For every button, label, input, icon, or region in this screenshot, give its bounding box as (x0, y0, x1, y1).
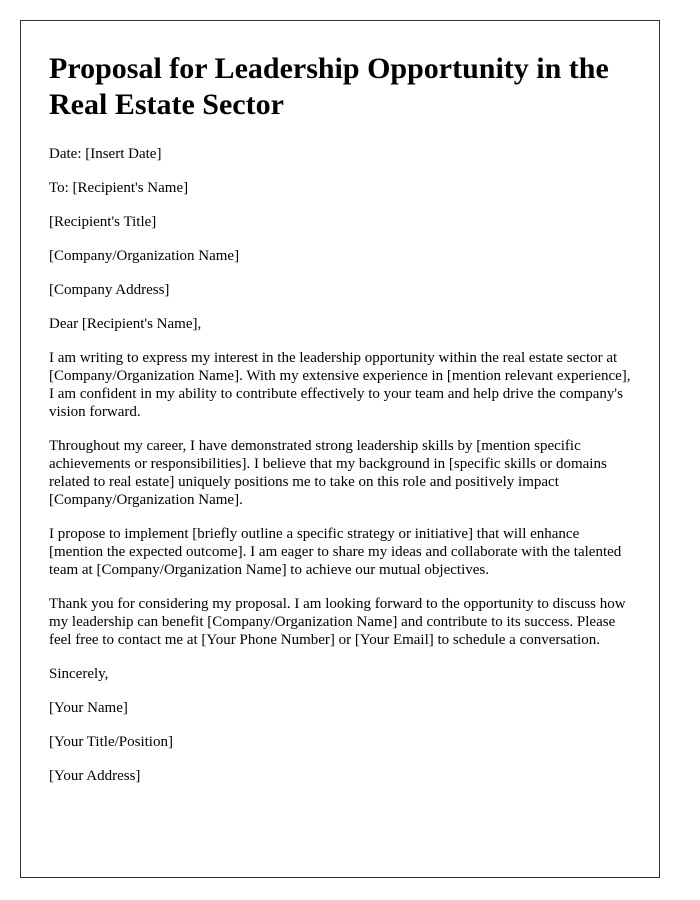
recipient-name-line: To: [Recipient's Name] (49, 180, 189, 196)
letter-page (20, 20, 660, 878)
body-paragraph-proposal: I propose to implement [briefly outline a specific strategy or initiative] that will enhance [mention the expected outcome]. I am eager to share my ideas and collaborate with the talented team at [Company/Organization Name] to achieve our mutual objectives. (49, 526, 622, 578)
body-paragraph-intro: I am writing to express my interest in the leadership opportunity within the real estate sector at [Company/Organization Name]. With my extensive experience in [mention relevant experience], I am confident in my ability to contribute effectively to your team and help drive the company's vision forward. (49, 350, 631, 420)
signoff-line: Sincerely, (49, 666, 109, 682)
date-line: Date: [Insert Date] (49, 146, 162, 162)
company-address-line: [Company Address] (49, 282, 170, 298)
recipient-title-line: [Recipient's Title] (49, 214, 157, 230)
company-name-line: [Company/Organization Name] (49, 248, 240, 264)
sender-name-line: [Your Name] (49, 700, 128, 716)
sender-title-line: [Your Title/Position] (49, 734, 173, 750)
body-paragraph-closing: Thank you for considering my proposal. I am looking forward to the opportunity to discuss how my leadership can benefit [Company/Organization Name] and contribute to its success. Please feel free to contact me at [Your Phone Number] or [Your Email] to schedule a conversation. (49, 596, 626, 648)
body-paragraph-experience: Throughout my career, I have demonstrated strong leadership skills by [mention specific achievements or responsibilities]. I believe that my background in [specific skills or domains related to real estate] uniquely positions me to take on this role and positively impact [Company/Organization Name]. (49, 438, 607, 508)
salutation-line: Dear [Recipient's Name], (49, 316, 202, 332)
letter-title: Proposal for Leadership Opportunity in the Real Estate Sector (49, 52, 609, 121)
sender-address-line: [Your Address] (49, 768, 141, 784)
